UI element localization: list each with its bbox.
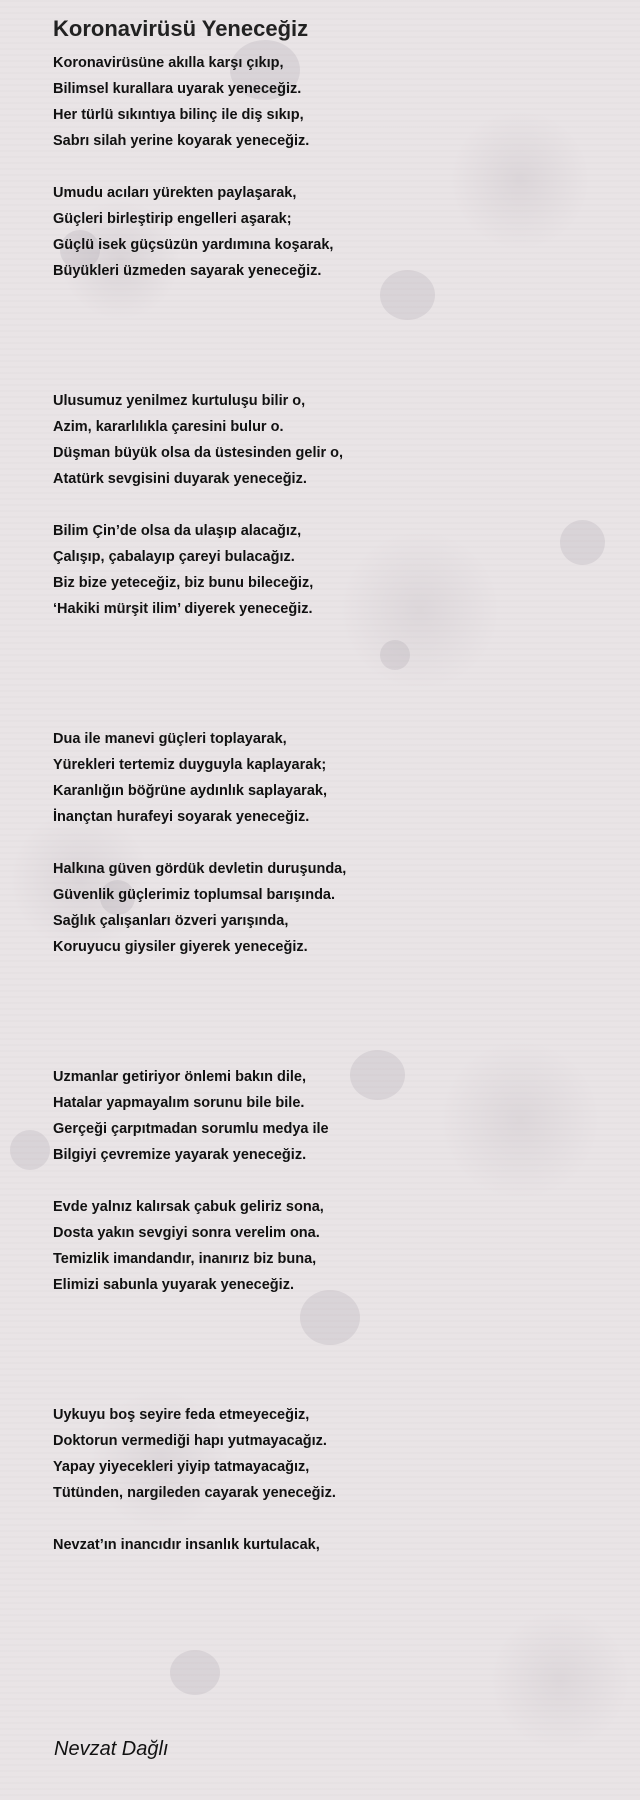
stanza-gap (53, 1168, 613, 1194)
poem-line: Doktorun vermediği hapı yutmayacağız. (53, 1433, 327, 1449)
stanza-3 (53, 388, 613, 492)
poem-line: Evde yalnız kalırsak çabuk geliriz sona, (53, 1199, 324, 1215)
background-ink-blot (170, 1650, 220, 1695)
poem-line: Elimizi sabunla yuyarak yeneceğiz. (53, 1277, 294, 1293)
poem-line: Bilgiyi çevremize yayarak yeneceğiz. (53, 1147, 307, 1163)
poem-line: Gerçeği çarpıtmadan sorumlu medya ile (53, 1121, 329, 1137)
poem-line: ‘Hakiki mürşit ilim’ diyerek yeneceğiz. (53, 601, 313, 617)
stanza-8 (53, 1194, 613, 1298)
stanza-1 (53, 50, 613, 154)
poem-line: Büyükleri üzmeden sayarak yeneceğiz. (53, 263, 322, 279)
poem-line: İnançtan hurafeyi soyarak yeneceğiz. (53, 809, 310, 825)
poem-line: Yapay yiyecekleri yiyip tatmayacağız, (53, 1459, 310, 1475)
poem-line: Bilimsel kurallara uyarak yeneceğiz. (53, 81, 302, 97)
poem-line: Uzmanlar getiriyor önlemi bakın dile, (53, 1069, 307, 1085)
poem-line: Sağlık çalışanları özveri yarışında, (53, 913, 289, 929)
stanza-6 (53, 856, 613, 960)
poem-line: Biz bize yeteceğiz, biz bunu bileceğiz, (53, 575, 314, 591)
poem-line: Dosta yakın sevgiyi sonra verelim ona. (53, 1225, 320, 1241)
stanza-9 (53, 1402, 613, 1506)
poem-line: Atatürk sevgisini duyarak yeneceğiz. (53, 471, 307, 487)
poem-line: Güçlü isek güçsüzün yardımına koşarak, (53, 237, 334, 253)
stanza-gap (53, 492, 613, 518)
section-gap (53, 960, 613, 1064)
poem-title: Koronavirüsü Yeneceğiz (53, 16, 309, 41)
background-ink-blot (10, 1130, 50, 1170)
poem-line: Her türlü sıkıntıya bilinç ile diş sıkıp, (53, 107, 304, 123)
stanza-2 (53, 180, 613, 284)
poem-line: Halkına güven gördük devletin duruşunda, (53, 861, 347, 877)
poem-line: Koruyucu giysiler giyerek yeneceğiz. (53, 939, 308, 955)
poem-line: Umudu acıları yürekten paylaşarak, (53, 185, 297, 201)
poem-line: Dua ile manevi güçleri toplayarak, (53, 731, 287, 747)
stanza-gap (53, 154, 613, 180)
poem-line: Tütünden, nargileden cayarak yeneceğiz. (53, 1485, 336, 1501)
stanza-4 (53, 518, 613, 622)
section-gap (53, 1298, 613, 1402)
poem-line: Sabrı silah yerine koyarak yeneceğiz. (53, 133, 310, 149)
section-gap (53, 622, 613, 726)
poem-line: Düşman büyük olsa da üstesinden gelir o, (53, 445, 344, 461)
poem-line: Ulusumuz yenilmez kurtuluşu bilir o, (53, 393, 306, 409)
poem-line: Koronavirüsüne akılla karşı çıkıp, (53, 55, 284, 71)
poem-container (53, 14, 613, 1558)
poem-line: Bilim Çin’de olsa da ulaşıp alacağız, (53, 523, 302, 539)
poem-line: Azim, kararlılıkla çaresini bulur o. (53, 419, 284, 435)
author-signature: Nevzat Dağlı (54, 1738, 169, 1760)
poem-line: Güçleri birleştirip engelleri aşarak; (53, 211, 292, 227)
poem-line: Çalışıp, çabalayıp çareyi bulacağız. (53, 549, 295, 565)
poem-line: Hatalar yapmayalım sorunu bile bile. (53, 1095, 305, 1111)
stanza-10 (53, 1532, 613, 1558)
stanza-7 (53, 1064, 613, 1168)
stanza-gap (53, 1506, 613, 1532)
section-gap (53, 284, 613, 388)
poem-line: Uykuyu boş seyire feda etmeyeceğiz, (53, 1407, 310, 1423)
stanza-5 (53, 726, 613, 830)
poem-line: Güvenlik güçlerimiz toplumsal barışında. (53, 887, 336, 903)
poem-line: Yürekleri tertemiz duyguyla kaplayarak; (53, 757, 327, 773)
poem-line: Temizlik imandandır, inanırız biz buna, (53, 1251, 317, 1267)
poem-line: Karanlığın böğrüne aydınlık saplayarak, (53, 783, 327, 799)
poem-line: Nevzat’ın inancıdır insanlık kurtulacak, (53, 1537, 320, 1553)
stanza-gap (53, 830, 613, 856)
